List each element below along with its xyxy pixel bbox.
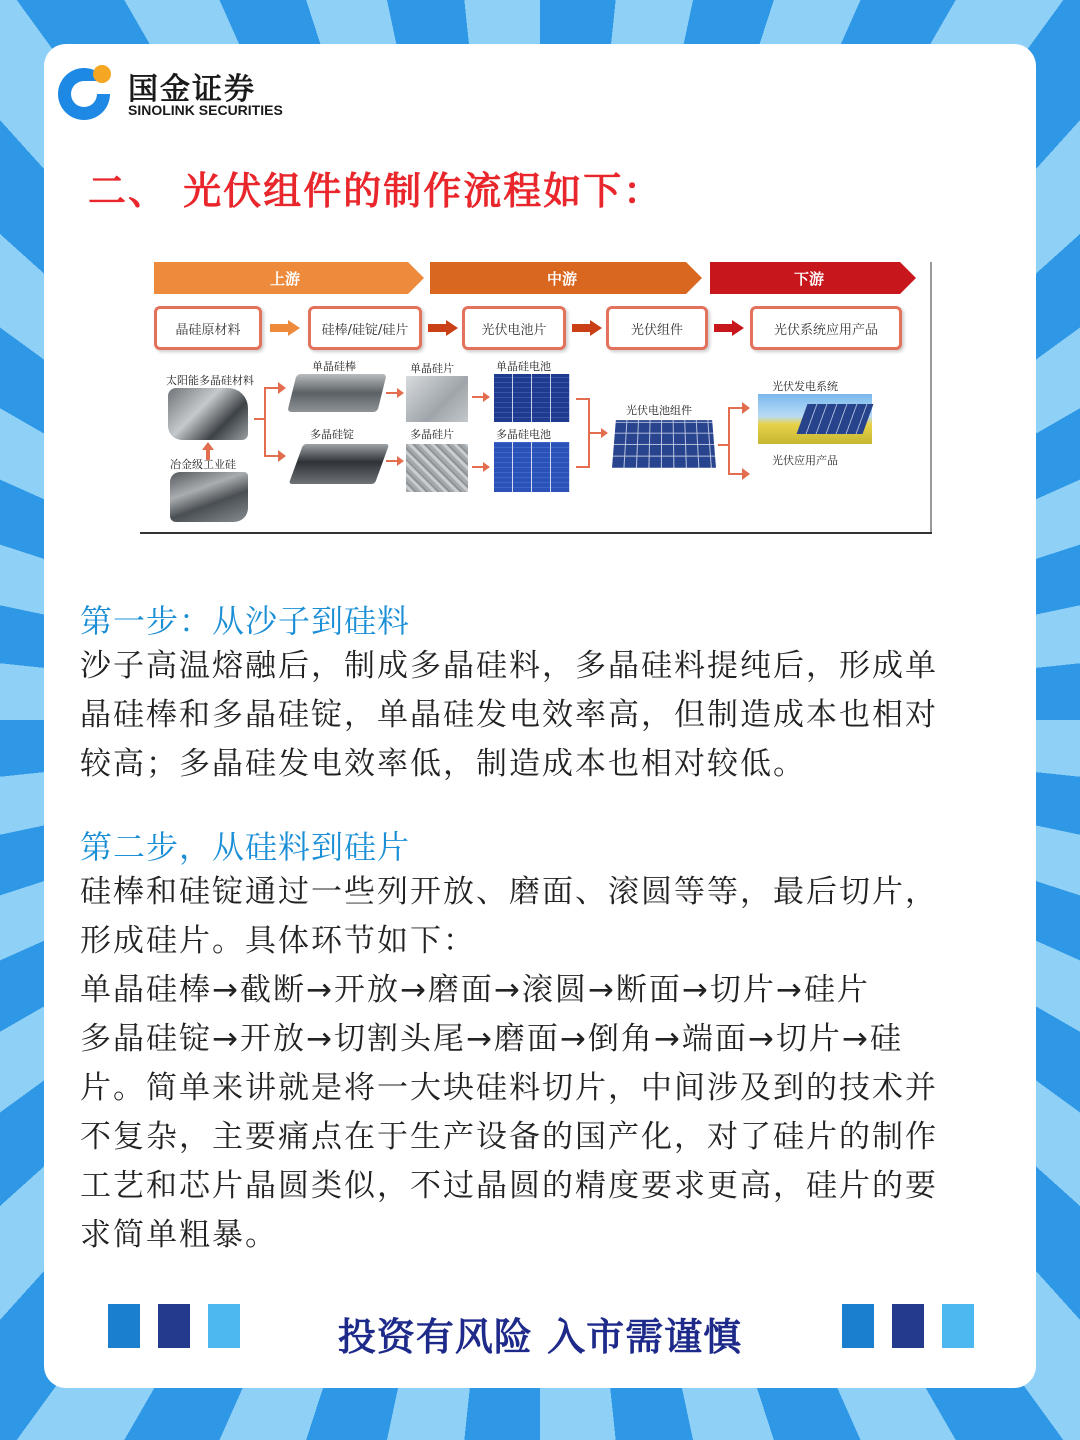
text-line: 求简单粗暴。: [80, 1217, 278, 1253]
label-app-products: 光伏应用产品: [772, 454, 838, 467]
figure-border-right: [930, 262, 932, 532]
arrow-right-icon: [386, 388, 404, 398]
poly-wafer-image: [406, 444, 468, 492]
step1-paragraph: [80, 642, 1010, 789]
label-mono-wafer: 单晶硅片: [410, 362, 454, 375]
stage-midstream-label: 中游: [546, 269, 577, 288]
connector: [264, 388, 266, 456]
arrow-right-icon: [588, 428, 608, 438]
poly-cell-image: [494, 442, 570, 492]
step-pv-module: 光伏组件: [606, 306, 708, 350]
step2-paragraph: [80, 868, 1010, 1260]
pv-power-system-image: [758, 394, 872, 444]
brand-name-cn: 国金证券: [128, 72, 256, 107]
text-line: 不复杂，主要痛点在于生产设备的国产化，对了硅片的制作: [80, 1119, 938, 1155]
mono-wafer-image: [406, 376, 468, 422]
label-pv-module: 光伏电池组件: [626, 404, 692, 417]
step1-title: 第一步：从沙子到硅料: [80, 602, 411, 640]
footer-blocks-right: [842, 1304, 974, 1348]
label-mono-cell: 单晶硅电池: [496, 360, 551, 373]
text-line: 片。简单来讲就是将一大块硅料切片，中间涉及到的技术并: [80, 1070, 938, 1106]
brand-logo: [56, 60, 356, 124]
label-power-system: 光伏发电系统: [772, 380, 838, 393]
arrow-right-icon: [728, 468, 750, 480]
text-line: 硅棒和硅锭通过一些列开放、磨面、滚圆等等，最后切片，: [80, 874, 938, 910]
arrow-right-icon: [472, 392, 490, 402]
sinolink-logo-icon: [56, 62, 116, 122]
arrow-right-icon: [428, 320, 458, 336]
step-pv-system-products: 光伏系统应用产品: [750, 306, 902, 350]
mono-cell-image: [494, 374, 570, 422]
poly-silicon-chunks-image: [168, 388, 248, 440]
label-mono-rod: 单晶硅棒: [312, 360, 356, 373]
label-solar-poly: 太阳能多晶硅材料: [166, 374, 254, 387]
label-poly-cell: 多晶硅电池: [496, 428, 551, 441]
section-headline: 二、 光伏组件的制作流程如下：: [88, 169, 664, 213]
text-line: 较高；多晶硅发电效率低，制造成本也相对较低。: [80, 746, 806, 782]
text-line: 单晶硅棒→截断→开放→磨面→滚圆→断面→切片→硅片: [80, 972, 870, 1008]
text-line: 形成硅片。具体环节如下：: [80, 923, 476, 959]
stage-downstream-label: 下游: [793, 269, 824, 288]
step-pv-cell: 光伏电池片: [462, 306, 566, 350]
label-poly-ingot: 多晶硅锭: [310, 428, 354, 441]
connector: [728, 408, 730, 474]
metal-silicon-image: [170, 472, 248, 522]
figure-border-bottom: [140, 532, 932, 534]
arrow-right-icon: [728, 402, 750, 414]
pv-module-process-diagram: [140, 258, 940, 540]
arrow-right-icon: [386, 456, 404, 466]
step2-title: 第二步，从硅料到硅片: [80, 828, 411, 866]
decor-block: [842, 1304, 874, 1348]
poly-silicon-ingot-image: [289, 444, 390, 484]
content-card: [44, 44, 1036, 1388]
step-raw-silicon: 晶硅原材料: [154, 306, 262, 350]
text-line: 多晶硅锭→开放→切割头尾→磨面→倒角→端面→切片→硅: [80, 1021, 903, 1057]
arrow-right-icon: [714, 320, 744, 336]
text-line: 工艺和芯片晶圆类似，不过晶圆的精度要求更高，硅片的要: [80, 1168, 938, 1204]
stage-upstream-label: 上游: [269, 269, 300, 288]
text-line: 晶硅棒和多晶硅锭，单晶硅发电效率高，但制造成本也相对: [80, 697, 938, 733]
decor-block: [942, 1304, 974, 1348]
label-metal-silicon: 冶金级工业硅: [170, 458, 236, 471]
brand-name-en: SINOLINK SECURITIES: [128, 102, 283, 118]
decor-block: [892, 1304, 924, 1348]
arrow-right-icon: [572, 320, 602, 336]
step-rod-ingot-wafer: 硅棒/硅锭/硅片: [308, 306, 422, 350]
risk-slogan: 投资有风险 入市需谨慎: [337, 1315, 743, 1359]
mono-silicon-rod-image: [287, 374, 386, 412]
pv-module-image: [612, 420, 716, 468]
arrow-right-icon: [264, 450, 286, 462]
label-poly-wafer: 多晶硅片: [410, 428, 454, 441]
text-line: 沙子高温熔融后，制成多晶硅料，多晶硅料提纯后，形成单: [80, 648, 938, 684]
arrow-right-icon: [264, 382, 286, 394]
arrow-right-icon: [270, 320, 300, 336]
arrow-right-icon: [472, 462, 490, 472]
